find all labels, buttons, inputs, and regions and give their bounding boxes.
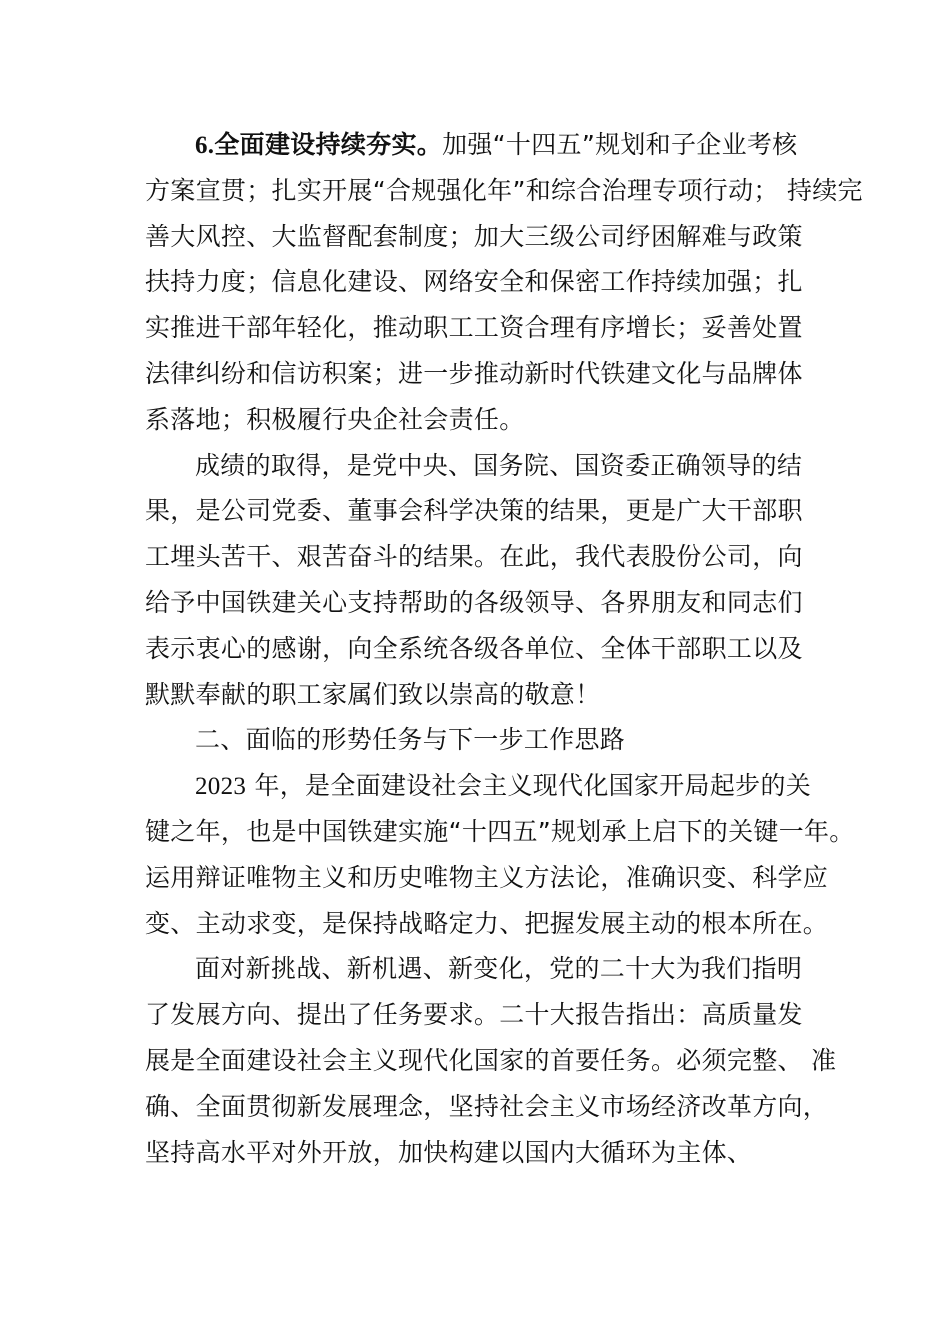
text-line: 了发展方向、提出了任务要求。二十大报告指出：高质量发: [145, 1000, 803, 1030]
text-line: 法律纠纷和信访积案；进一步推动新时代铁建文化与品牌体: [145, 358, 803, 388]
text-line: 面对新挑战、新机遇、新变化，党的二十大为我们指明: [195, 954, 803, 984]
text-line: 给予中国铁建关心支持帮助的各级领导、各界朋友和同志们: [145, 587, 803, 617]
text-line: 果，是公司党委、董事会科学决策的结果，更是广大干部职: [145, 496, 803, 526]
section-heading: [145, 717, 845, 763]
text-line: 扶持力度；信息化建设、网络安全和保密工作持续加强；扎: [145, 267, 803, 297]
item-heading: 全面建设持续夯实。: [214, 130, 443, 159]
text-line: 默默奉献的职工家属们致以崇高的敬意！: [145, 679, 601, 709]
text-line: 实推进干部年轻化，推动职工工资合理有序增长；妥善处置: [145, 313, 803, 343]
paragraph-new-challenges: [145, 946, 845, 1175]
text-line: 系落地；积极履行央企社会责任。: [145, 404, 525, 434]
text-line: 工埋头苦干、艰苦奋斗的结果。在此，我代表股份公司，向: [145, 542, 803, 572]
text-line: [145, 763, 845, 809]
year-number: 2023: [195, 773, 247, 801]
document-body: [145, 122, 863, 1175]
line-text: 年，是全面建设社会主义现代化国家开局起步的关: [246, 771, 812, 801]
text-line: 方案宣贯；扎实开展“合规强化年”和综合治理专项行动； 持续完: [145, 175, 863, 205]
text-line: 运用辩证唯物主义和历史唯物主义方法论，准确识变、科学应: [145, 862, 829, 892]
text-line: 键之年，也是中国铁建实施“十四五”规划承上启下的关键一年。: [145, 816, 855, 846]
item-number: 6.: [195, 132, 215, 159]
text-line: 坚持高水平对外开放，加快构建以国内大循环为主体、: [145, 1137, 753, 1167]
paragraph-achievements: [145, 443, 845, 718]
text-line: 成绩的取得，是党中央、国务院、国资委正确领导的结: [195, 450, 803, 480]
paragraph-2023-outlook: [145, 763, 855, 946]
text-line: 确、全面贯彻新发展理念，坚持社会主义市场经济改革方向，: [145, 1091, 829, 1121]
text-line: 变、主动求变，是保持战略定力、把握发展主动的根本所在。: [145, 908, 829, 938]
paragraph-overall-construction: [145, 122, 863, 443]
line-text: 加强“十四五”规划和子企业考核: [442, 130, 798, 159]
text-line: [145, 122, 845, 168]
text-line: 善大风控、大监督配套制度；加大三级公司纾困解难与政策: [145, 221, 803, 251]
section-title: 二、面临的形势任务与下一步工作思路: [195, 725, 626, 755]
text-line: 表示衷心的感谢，向全系统各级各单位、全体干部职工以及: [145, 633, 803, 663]
text-line: 展是全面建设社会主义现代化国家的首要任务。必须完整、 准: [145, 1045, 837, 1075]
